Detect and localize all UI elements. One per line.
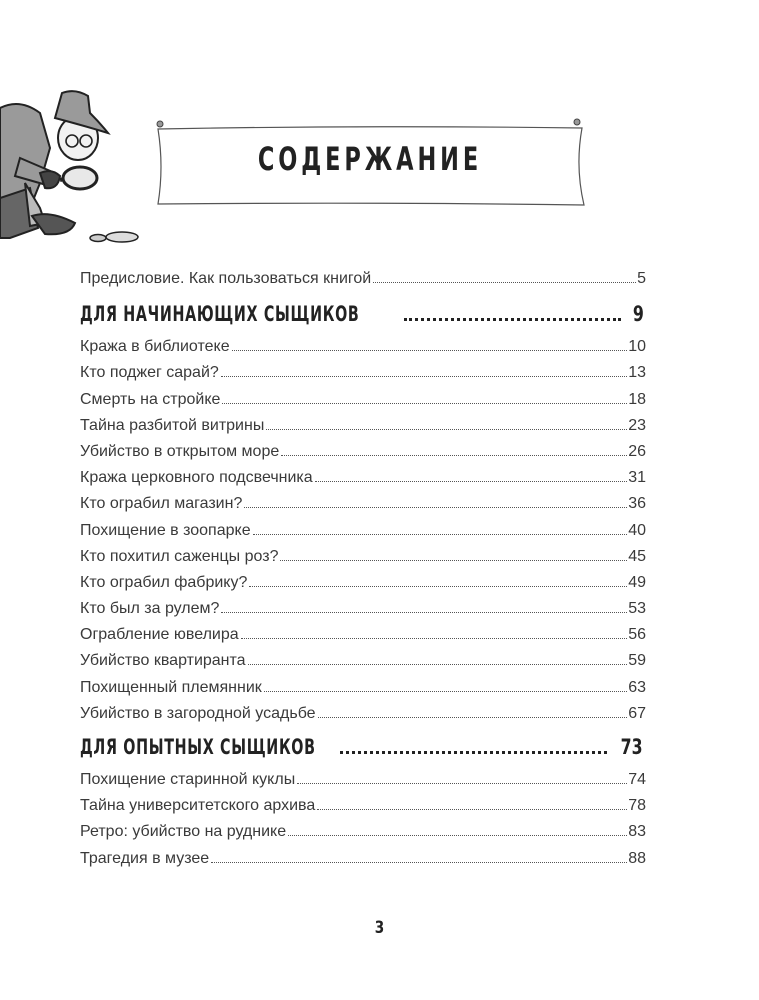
entry-title: Похищение в зоопарке bbox=[80, 521, 251, 539]
entry-title: Смерть на стройке bbox=[80, 390, 221, 408]
toc-entry[interactable] bbox=[80, 570, 646, 596]
toc-entry[interactable] bbox=[80, 846, 646, 872]
dot-leader bbox=[249, 586, 627, 587]
dot-leader bbox=[315, 481, 628, 482]
toc-entry[interactable] bbox=[80, 544, 646, 570]
dot-leader bbox=[211, 862, 627, 863]
toc-entry[interactable] bbox=[80, 387, 646, 413]
page-number: 3 bbox=[374, 918, 385, 938]
entry-page: 36 bbox=[628, 495, 646, 513]
entry-page: 53 bbox=[628, 600, 646, 618]
dot-leader bbox=[264, 691, 627, 692]
toc-entry[interactable] bbox=[80, 648, 646, 674]
table-of-contents bbox=[80, 266, 646, 872]
entry-title: Предисловие. Как пользоваться книгой bbox=[80, 270, 372, 287]
section-title: ДЛЯ ОПЫТНЫХ СЫЩИКОВ bbox=[80, 735, 316, 759]
toc-entry[interactable] bbox=[80, 701, 646, 727]
entry-title: Ограбление ювелира bbox=[80, 626, 239, 644]
toc-entry[interactable] bbox=[80, 518, 646, 544]
dot-leader bbox=[221, 376, 627, 377]
entry-title: Кто ограбил фабрику? bbox=[80, 573, 248, 591]
toc-entry[interactable] bbox=[80, 465, 646, 491]
toc-entry-preface[interactable] bbox=[80, 266, 646, 292]
toc-entry[interactable] bbox=[80, 767, 646, 793]
dot-leader bbox=[221, 612, 627, 613]
detective-illustration bbox=[0, 88, 150, 243]
toc-entry[interactable] bbox=[80, 491, 646, 517]
section-page: 9 bbox=[633, 302, 645, 327]
toc-entry[interactable] bbox=[80, 413, 646, 439]
toc-entry[interactable] bbox=[80, 596, 646, 622]
entry-title: Похищение старинной куклы bbox=[80, 771, 296, 788]
entry-page: 18 bbox=[628, 390, 646, 408]
entry-title: Кто ограбил магазин? bbox=[80, 495, 243, 513]
section-title: ДЛЯ НАЧИНАЮЩИХ СЫЩИКОВ bbox=[80, 302, 360, 327]
dot-leader bbox=[318, 717, 628, 718]
entry-page: 40 bbox=[628, 521, 646, 539]
entry-title: Похищенный племянник bbox=[80, 678, 262, 696]
dot-leader bbox=[266, 429, 627, 430]
dot-leader bbox=[281, 455, 627, 456]
dot-leader bbox=[288, 835, 627, 836]
entry-page: 78 bbox=[628, 797, 646, 815]
entry-page: 5 bbox=[637, 270, 646, 287]
section-heading[interactable] bbox=[80, 294, 646, 334]
entry-page: 74 bbox=[628, 771, 646, 788]
entry-title: Кража церковного подсвечника bbox=[80, 469, 313, 487]
entry-title: Кража в библиотеке bbox=[80, 338, 230, 356]
toc-entry[interactable] bbox=[80, 622, 646, 648]
entry-page: 88 bbox=[628, 849, 646, 867]
toc-entry[interactable] bbox=[80, 675, 646, 701]
entry-page: 63 bbox=[628, 678, 646, 696]
toc-entry[interactable] bbox=[80, 334, 646, 360]
toc-entry[interactable] bbox=[80, 360, 646, 386]
entry-title: Убийство квартиранта bbox=[80, 652, 246, 670]
dot-leader bbox=[232, 350, 628, 351]
entry-title: Кто был за рулем? bbox=[80, 600, 220, 618]
dot-leader bbox=[340, 751, 607, 754]
dot-leader bbox=[297, 783, 627, 784]
page-title: СОДЕРЖАНИЕ bbox=[257, 140, 483, 178]
dot-leader bbox=[317, 809, 627, 810]
dot-leader bbox=[222, 403, 627, 404]
entry-page: 49 bbox=[628, 573, 646, 591]
dot-leader bbox=[244, 507, 627, 508]
entry-title: Тайна разбитой витрины bbox=[80, 416, 265, 434]
toc-entry[interactable] bbox=[80, 439, 646, 465]
entry-page: 10 bbox=[628, 338, 646, 356]
dot-leader bbox=[248, 664, 628, 665]
entry-page: 67 bbox=[628, 704, 646, 722]
entry-page: 31 bbox=[628, 469, 646, 487]
toc-entry[interactable] bbox=[80, 819, 646, 845]
dot-leader bbox=[253, 534, 628, 535]
entry-title: Убийство в загородной усадьбе bbox=[80, 704, 316, 722]
dot-leader bbox=[280, 560, 627, 561]
entry-page: 45 bbox=[628, 547, 646, 565]
section-heading[interactable] bbox=[80, 727, 646, 767]
section-page: 73 bbox=[620, 735, 643, 759]
entry-title: Ретро: убийство на руднике bbox=[80, 823, 287, 841]
dot-leader bbox=[404, 318, 621, 321]
entry-title: Тайна университетского архива bbox=[80, 797, 316, 815]
entry-page: 13 bbox=[628, 364, 646, 382]
dot-leader bbox=[241, 638, 628, 639]
dot-leader bbox=[373, 282, 636, 283]
entry-title: Кто похитил саженцы роз? bbox=[80, 547, 279, 565]
entry-page: 23 bbox=[628, 416, 646, 434]
entry-page: 26 bbox=[628, 442, 646, 460]
entry-page: 83 bbox=[628, 823, 646, 841]
entry-title: Трагедия в музее bbox=[80, 849, 210, 867]
entry-page: 56 bbox=[628, 626, 646, 644]
entry-title: Кто поджег сарай? bbox=[80, 364, 219, 382]
toc-entry[interactable] bbox=[80, 793, 646, 819]
entry-page: 59 bbox=[628, 652, 646, 670]
entry-title: Убийство в открытом море bbox=[80, 442, 280, 460]
